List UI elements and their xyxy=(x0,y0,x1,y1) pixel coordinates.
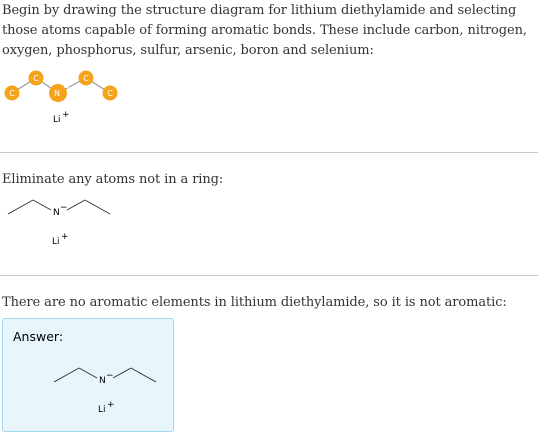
lithium-ion xyxy=(52,232,69,247)
nitrogen-atom xyxy=(49,83,70,102)
carbon-atom xyxy=(103,86,118,101)
answer-box xyxy=(2,318,174,432)
lithium-ion xyxy=(98,400,115,415)
intro-paragraph: Begin by drawing the structure diagram for lithium diethylamide and selecting those atoms capable of forming aromatic bonds. These include carbon, nitrogen, oxygen, phosphorus, sulfur, arsenic, boron and selenium: xyxy=(2,3,527,58)
section-divider xyxy=(0,152,538,153)
svg-text:−: − xyxy=(106,371,114,381)
carbon-atom xyxy=(5,86,20,101)
svg-text:C: C xyxy=(33,74,39,83)
svg-text:+: + xyxy=(107,400,115,410)
bond xyxy=(131,368,156,382)
svg-text:−: − xyxy=(63,83,70,92)
carbon-atom xyxy=(29,71,44,86)
svg-text:C: C xyxy=(83,74,89,83)
svg-text:Li: Li xyxy=(52,237,60,247)
svg-text:+: + xyxy=(61,232,69,242)
highlighted-structure-diagram xyxy=(0,62,140,162)
answer-structure-diagram xyxy=(51,361,171,421)
carbon-atom xyxy=(79,71,94,86)
lithium-ion xyxy=(53,110,70,125)
section-divider xyxy=(0,275,538,276)
bond xyxy=(79,368,97,378)
bond xyxy=(85,200,110,214)
bond xyxy=(8,200,33,214)
bond xyxy=(33,200,51,210)
svg-text:N: N xyxy=(53,208,60,218)
conclusion-paragraph: There are no aromatic elements in lithium diethylamide, so it is not aromatic: xyxy=(2,295,507,310)
svg-text:N: N xyxy=(54,89,60,98)
svg-text:Li: Li xyxy=(53,115,61,125)
nitrogen-atom xyxy=(99,371,114,386)
svg-text:+: + xyxy=(62,110,70,120)
svg-text:−: − xyxy=(60,203,68,213)
nitrogen-atom xyxy=(53,203,68,218)
svg-text:C: C xyxy=(107,89,113,98)
svg-text:C: C xyxy=(9,89,15,98)
answer-label: Answer: xyxy=(13,329,64,344)
structure-diagram xyxy=(0,192,140,252)
bond xyxy=(113,368,131,378)
svg-text:N: N xyxy=(99,376,106,386)
step-paragraph: Eliminate any atoms not in a ring: xyxy=(2,172,224,187)
svg-text:Li: Li xyxy=(98,405,106,415)
bond xyxy=(54,368,79,382)
bond xyxy=(67,200,85,210)
